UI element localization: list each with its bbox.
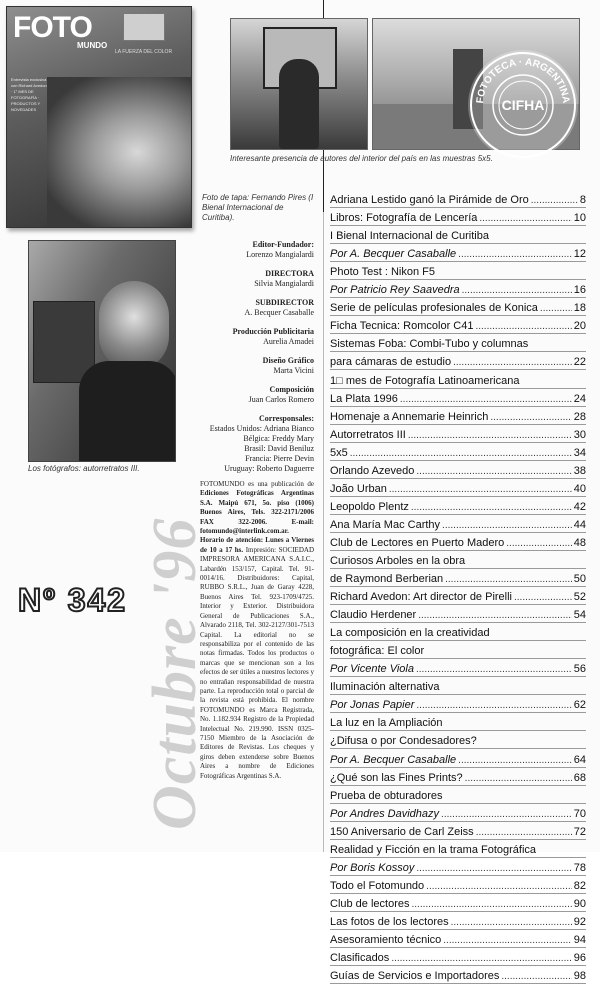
toc-entry-title: fotográfica: El color	[330, 645, 425, 658]
toc-entry-title: Todo el Fotomundo	[330, 879, 425, 892]
toc-entry-title: Photo Test : Nikon F5	[330, 266, 435, 279]
toc-entry-title: Homenaje a Annemarie Heinrich	[330, 410, 489, 423]
toc-leader	[458, 248, 572, 261]
toc-entry-title: La luz en la Ampliación	[330, 717, 443, 730]
toc-entry-title: Clasificados	[330, 952, 390, 965]
toc-entry-page: 20	[573, 320, 586, 333]
toc-entry	[330, 370, 586, 388]
photo-head	[99, 281, 169, 371]
toc-entry	[330, 515, 586, 533]
toc-entry	[330, 334, 586, 352]
toc-entry-title: ¿Qué son las Fines Prints?	[330, 771, 463, 784]
toc-leader	[540, 302, 572, 315]
toc-entry-title: 5x5	[330, 446, 348, 459]
toc-entry	[330, 533, 586, 551]
masthead	[176, 240, 314, 483]
toc-entry	[330, 461, 586, 479]
toc-entry	[330, 244, 586, 262]
toc-entry-title: La Plata 1996	[330, 392, 398, 405]
caption-cover-photo: Foto de tapa: Fernando Pires (I Bienal Internacional de Curitiba).	[202, 193, 314, 222]
toc-entry-page: 16	[573, 284, 586, 297]
toc-entry	[330, 208, 586, 226]
toc-entry-page: 28	[573, 410, 586, 423]
photo-body	[79, 361, 176, 462]
toc-entry-title: Club de lectores	[330, 897, 410, 910]
masthead-name: Estados Unidos: Adriana Bianco	[209, 424, 314, 433]
masthead-block	[176, 298, 314, 318]
toc-entry	[330, 569, 586, 587]
toc-entry-title: Las fotos de los lectores	[330, 915, 449, 928]
toc-leader	[476, 826, 572, 839]
toc-entry-page: 48	[573, 536, 586, 549]
toc-entry	[330, 587, 586, 605]
toc-entry-title: Por Andres Davidhazy	[330, 807, 440, 820]
masthead-name: Juan Carlos Romero	[248, 395, 314, 404]
toc-entry-title: Ana María Mac Carthy	[330, 518, 441, 531]
toc-entry-page: 24	[573, 392, 586, 405]
masthead-name: Aurelia Amadei	[263, 337, 314, 346]
toc-entry	[330, 966, 586, 984]
toc-leader	[391, 952, 571, 965]
toc-leader	[501, 970, 571, 983]
toc-leader	[442, 519, 572, 532]
toc-entry-title: de Raymond Berberian	[330, 573, 444, 586]
masthead-block	[176, 240, 314, 260]
toc-entry	[330, 298, 586, 316]
toc-entry-page: 98	[573, 970, 586, 983]
toc-leader	[490, 411, 571, 424]
toc-entry-page: 8	[579, 194, 586, 207]
toc-entry-title: Iluminación alternativa	[330, 681, 440, 694]
toc-entry-title: 150 Aniversario de Carl Zeiss	[330, 825, 474, 838]
masthead-role: Corresponsales:	[259, 414, 314, 423]
masthead-role: Editor-Fundador:	[252, 240, 314, 249]
toc-entry-title: Por Patricio Rey Saavedra	[330, 284, 460, 297]
toc-entry-page: 30	[573, 428, 586, 441]
photo-person	[279, 59, 319, 149]
toc-leader	[458, 754, 572, 767]
toc-leader	[531, 194, 578, 207]
masthead-role: Producción Publicitaria	[232, 327, 314, 336]
toc-entry-title: Claudio Herdener	[330, 609, 417, 622]
toc-entry	[330, 894, 586, 912]
toc-entry	[330, 804, 586, 822]
toc-entry	[330, 768, 586, 786]
toc-entry-title: La composición en la creatividad	[330, 627, 490, 640]
toc-leader	[453, 356, 572, 369]
toc-entry-page: 94	[573, 933, 586, 946]
toc-entry	[330, 497, 586, 515]
photo-author-portrait	[230, 18, 368, 150]
toc-entry-page: 18	[573, 302, 586, 315]
toc-entry-page: 68	[573, 771, 586, 784]
toc-entry	[330, 551, 586, 569]
masthead-name: Lorenzo Mangialardi	[246, 250, 314, 259]
toc-entry	[330, 713, 586, 731]
issue-number: Nº 342	[18, 582, 128, 618]
toc-entry-page: 44	[573, 518, 586, 531]
film-box-image	[123, 13, 165, 41]
archive-stamp	[468, 50, 578, 160]
toc-leader	[412, 898, 572, 911]
issue-date: Octubre '96	[141, 517, 209, 830]
toc-entry-title: 1□ mes de Fotografía Latinoamericana	[330, 374, 520, 387]
toc-entry	[330, 190, 586, 208]
masthead-block	[176, 385, 314, 405]
toc-entry-title: Ficha Tecnica: Romcolor C41	[330, 320, 474, 333]
toc-entry-page: 42	[573, 500, 586, 513]
toc-leader	[418, 609, 572, 622]
vertical-divider-light	[323, 212, 324, 852]
toc-entry-title: Richard Avedon: Art director de Pirelli	[330, 591, 512, 604]
info-intro: FOTOMUNDO es una publicación de	[200, 480, 314, 488]
cover-side-text: Entrevista exclusiva con Richard Avedon · 1° MES DE FOTOGRAFÍA · PRODUCTOS Y NOVEDADES	[11, 77, 47, 112]
toc-leader	[441, 808, 572, 821]
toc-entry	[330, 695, 586, 713]
toc-entry-page: 82	[573, 879, 586, 892]
toc-entry	[330, 443, 586, 461]
toc-entry	[330, 280, 586, 298]
toc-entry	[330, 912, 586, 930]
toc-entry	[330, 822, 586, 840]
toc-entry	[330, 948, 586, 966]
toc-entry	[330, 731, 586, 749]
toc-leader	[416, 465, 571, 478]
toc-entry	[330, 407, 586, 425]
toc-leader	[462, 284, 572, 297]
info-publisher: Ediciones Fotográficas Argentinas S.A. Maipú 671, 5o. piso (1006) Buenos Aires, Tels. 322-2171/2006 FAX 322-2006. E-mail: fotomundo@interlink.com.ar. Horario de atención: Lunes a Viernes de 10 a 17 hs.	[200, 489, 314, 554]
toc-entry-title: I Bienal Internacional de Curitiba	[330, 230, 489, 243]
toc-entry-page: 22	[573, 356, 586, 369]
masthead-block	[176, 356, 314, 376]
toc-entry	[330, 605, 586, 623]
toc-leader	[451, 916, 572, 929]
toc-leader	[479, 212, 571, 225]
toc-entry	[330, 262, 586, 280]
toc-entry	[330, 641, 586, 659]
masthead-role: DIRECTORA	[265, 269, 314, 278]
toc-entry-page: 40	[573, 482, 586, 495]
toc-entry-page: 64	[573, 753, 586, 766]
stamp-ring-text: FOTOTECA · ARGENTINA	[474, 56, 572, 104]
toc-leader	[426, 880, 572, 893]
toc-entry	[330, 876, 586, 894]
toc-entry-page: 70	[573, 807, 586, 820]
masthead-name: A. Becquer Casaballe	[244, 308, 314, 317]
masthead-name: Uruguay: Roberto Daguerre	[224, 464, 314, 473]
toc-leader	[416, 862, 571, 875]
cover-logo-sub: MUNDO	[77, 41, 108, 50]
toc-entry-title: Adriana Lestido ganó la Pirámide de Oro	[330, 194, 529, 207]
toc-entry-page: 10	[573, 212, 586, 225]
stamp-center: CIFHA	[501, 97, 545, 113]
toc-entry	[330, 352, 586, 370]
toc-entry-page: 52	[573, 591, 586, 604]
toc-leader	[514, 591, 572, 604]
masthead-role: SUBDIRECTOR	[255, 298, 314, 307]
toc-entry-page: 12	[573, 248, 586, 261]
toc-entry-title: João Urban	[330, 482, 387, 495]
masthead-name: Silvia Mangialardi	[254, 279, 314, 288]
toc-entry-page: 72	[573, 825, 586, 838]
toc-entry-page: 38	[573, 464, 586, 477]
masthead-block	[176, 269, 314, 289]
toc-entry	[330, 840, 586, 858]
toc-entry-title: Serie de películas profesionales de Konica	[330, 302, 538, 315]
toc-entry	[330, 226, 586, 244]
toc-leader	[475, 320, 571, 333]
toc-entry-title: Orlando Azevedo	[330, 464, 415, 477]
toc-entry-title: Por A. Becquer Casaballe	[330, 753, 457, 766]
masthead-name: Marta Vicini	[273, 366, 314, 375]
toc-entry	[330, 786, 586, 804]
toc-entry-page: 78	[573, 861, 586, 874]
caption-top-photos: Interesante presencia de autores del interior del país en las muestras 5x5.	[230, 154, 493, 163]
toc-entry	[330, 389, 586, 407]
table-of-contents	[330, 190, 586, 984]
toc-entry-title: Guías de Servicios e Importadores	[330, 970, 500, 983]
toc-entry-title: Leopoldo Plentz	[330, 500, 409, 513]
toc-entry-title: ¿Difusa o por Condesadores?	[330, 735, 477, 748]
toc-leader	[445, 573, 572, 586]
toc-entry-page: 92	[573, 915, 586, 928]
toc-entry-title: Asesoramiento técnico	[330, 933, 442, 946]
toc-leader	[350, 447, 572, 460]
toc-entry	[330, 316, 586, 334]
toc-entry-page: 90	[573, 897, 586, 910]
toc-entry-title: Por Vicente Viola	[330, 663, 414, 676]
masthead-role: Composición	[269, 385, 314, 394]
toc-entry-page: 56	[573, 663, 586, 676]
toc-leader	[408, 429, 572, 442]
toc-entry-title: Sistemas Foba: Combi-Tubo y columnas	[330, 338, 529, 351]
toc-entry-title: para cámaras de estudio	[330, 356, 452, 369]
toc-leader	[465, 772, 572, 785]
toc-entry-title: Por Jonas Papier	[330, 699, 415, 712]
toc-entry-page: 34	[573, 446, 586, 459]
toc-entry-title: Por Boris Kossoy	[330, 861, 415, 874]
info-body: Impresión: SOCIEDAD IMPRESORA AMERICANA S.A.I.C., Labardén 153/157, Capital. Tel. 91-0014/16. Distribuidores: Capital, RUBBO S.R.L., Juan de Garay 4228, Buenos Aires Tel. 923-1709/4725. Interior y Exterior. Distribuidora General de Publicaciones S.A., Alvarado 2118, Tel. 302-2127/301-7513 Capital. La editorial no se responsabiliza por el contenido de las notas firmadas. Todos los productos o marcas que se mencionan son a los efectos de ser útiles a nuestros lectores y no entrañan responsabilidad de nuestra parte. La reproducción total o parcial de la revista está prohibida. El nombre FOTOMUNDO es Marca Registrada, No. 1.182.934 Registro de la Propiedad Intelectual No. 219.990. ISSN 0325-7150 Miembro de la Asociación de Editores de Revistas. Los cheques y giros deben extenderse sobre Buenos Aires a nombre de Ediciones Fotográficas Argentinas S.A.	[200, 545, 315, 780]
toc-entry	[330, 930, 586, 948]
toc-leader	[443, 934, 571, 947]
toc-entry	[330, 749, 586, 767]
toc-entry-title: Por A. Becquer Casaballe	[330, 248, 457, 261]
masthead-name: Bélgica: Freddy Mary	[243, 434, 314, 443]
cover-photo	[47, 77, 192, 227]
toc-entry-page: 54	[573, 609, 586, 622]
toc-entry	[330, 858, 586, 876]
toc-leader	[389, 483, 572, 496]
cover-logo: FOTO	[13, 11, 92, 44]
toc-leader	[411, 501, 572, 514]
masthead-block	[176, 414, 314, 474]
toc-leader	[416, 663, 572, 676]
cover-thumbnail	[6, 6, 192, 228]
toc-entry-title: Club de Lectores en Puerto Madero	[330, 536, 505, 549]
masthead-name: Francia: Pierre Devin	[245, 454, 314, 463]
toc-entry-page: 96	[573, 952, 586, 965]
toc-entry	[330, 677, 586, 695]
toc-entry-page: 50	[573, 573, 586, 586]
photo-self-portrait	[28, 240, 176, 462]
toc-leader	[506, 537, 571, 550]
toc-entry-title: Curiosos Arboles en la obra	[330, 554, 466, 567]
toc-entry-title: Libros: Fotografía de Lencería	[330, 212, 478, 225]
publisher-info	[200, 480, 314, 781]
toc-entry-page: 62	[573, 699, 586, 712]
toc-entry	[330, 659, 586, 677]
toc-entry-title: Prueba de obturadores	[330, 789, 443, 802]
toc-entry	[330, 425, 586, 443]
toc-leader	[400, 393, 572, 406]
toc-entry-title: Autorretratos III	[330, 428, 406, 441]
toc-entry	[330, 623, 586, 641]
toc-leader	[416, 699, 571, 712]
toc-entry	[330, 479, 586, 497]
caption-self-portraits: Los fotógrafos: autorretratos III.	[28, 464, 140, 473]
masthead-block	[176, 327, 314, 347]
masthead-name: Brasil: David Beniluz	[244, 444, 314, 453]
cover-tagline: LA FUERZA DEL COLOR	[115, 49, 173, 55]
toc-entry-title: Realidad y Ficción en la trama Fotográfica	[330, 843, 537, 856]
masthead-role: Diseño Gráfico	[262, 356, 314, 365]
